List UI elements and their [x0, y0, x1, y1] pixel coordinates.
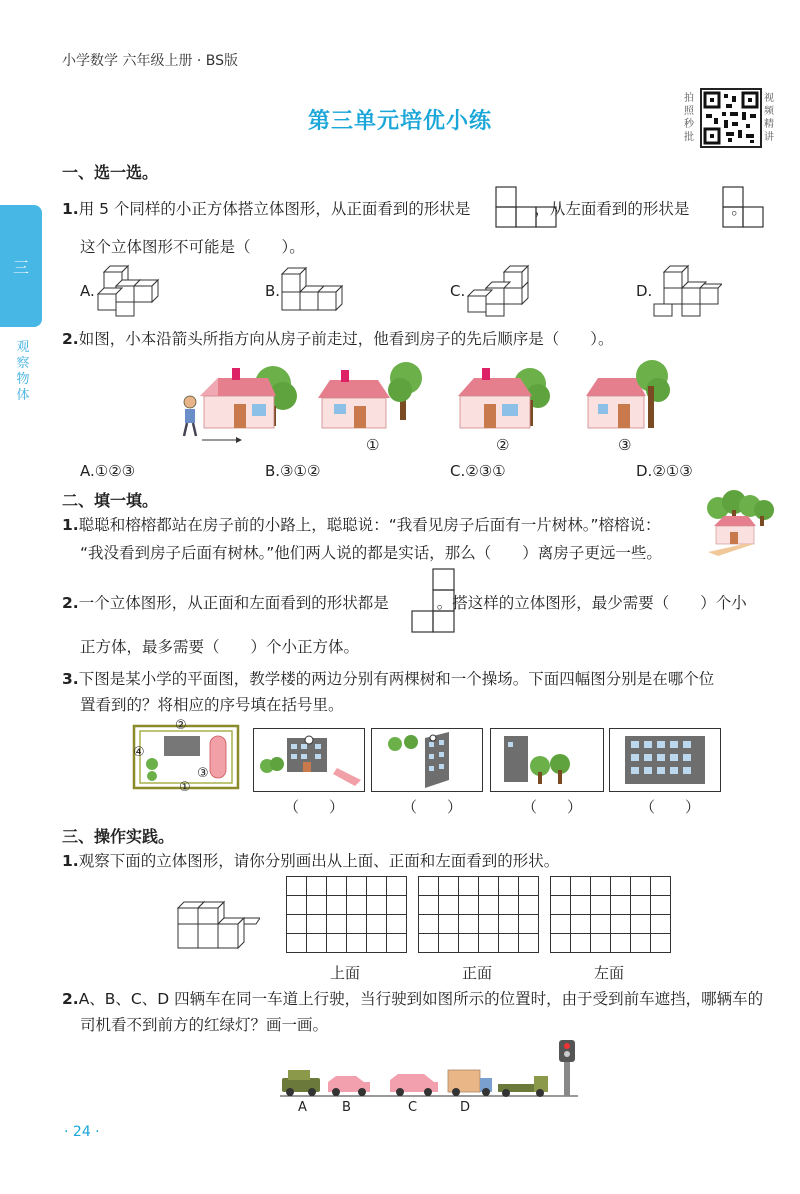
s3-q2-line1	[62, 988, 763, 1010]
s1-q1-option-d[interactable]: D.	[636, 282, 653, 300]
grid-front-view[interactable]	[418, 876, 539, 953]
view-picture-1	[253, 728, 365, 792]
s1-q2-option-c[interactable]: C.②③①	[450, 462, 506, 480]
answer-paren-4[interactable]: （ ）	[640, 798, 701, 816]
view-picture-2	[371, 728, 483, 792]
section-2-heading: 二、填一填。	[62, 491, 159, 510]
houses-illustration	[178, 356, 678, 456]
s1-q1-option-a[interactable]: A.	[80, 282, 95, 300]
s3-q1-line	[62, 850, 559, 872]
map-label-4: ④	[133, 745, 145, 760]
s3-q2-number: 2.	[62, 990, 79, 1008]
page-number-value: 24	[72, 1124, 91, 1140]
s1-q1-line1	[62, 198, 747, 220]
house-label-2: ②	[496, 436, 510, 454]
s2-q2-number: 2.	[62, 594, 79, 612]
s1-q1-line2: 这个立体图形不可能是（ ）。	[80, 238, 305, 256]
s2-q3-text-1: 下图是某小学的平面图，教学楼的两边分别有两棵树和一个操场。下面四幅图分别是在哪个位	[78, 670, 715, 688]
s2-q2-line1	[62, 592, 747, 614]
s2-q3-number: 3.	[62, 670, 79, 688]
s1-q1-option-b[interactable]: B.	[265, 282, 281, 300]
s3-q2-line2: 司机看不到前方的红绿灯？画一画。	[80, 1016, 329, 1034]
car-label-a: A	[298, 1100, 307, 1115]
s1-q2-option-b[interactable]: B.③①②	[265, 462, 321, 480]
qr-left-caption: 拍照秒批	[684, 93, 694, 143]
map-label-2: ②	[175, 718, 187, 733]
s2-q3-line2: 置看到的？将相应的序号填在括号里。	[80, 696, 344, 714]
front-left-view-shape	[411, 568, 457, 634]
s2-q1-number: 1.	[62, 516, 79, 534]
s1-q2-number: 2.	[62, 330, 79, 348]
option-d-cubes	[650, 264, 722, 320]
unit-number: 三	[12, 258, 29, 277]
answer-paren-2[interactable]: （ ）	[402, 798, 463, 816]
car-label-d: D	[460, 1100, 471, 1115]
car-label-b: B	[342, 1100, 351, 1115]
solid-figure-cubes	[176, 900, 260, 952]
s2-q2-text-a: 一个立体图形，从正面和左面看到的形状都是	[78, 594, 389, 612]
house-label-1: ①	[366, 436, 380, 454]
s1-q2-option-d[interactable]: D.②①③	[636, 462, 693, 480]
qr-code-icon[interactable]	[700, 88, 762, 148]
s2-q1-line2: “我没看到房子后面有树林。”他们两人说的都是实话，那么（ ）离房子更远一些。	[80, 544, 662, 562]
s2-q1-line1	[62, 514, 661, 536]
s1-q1-text-c: 。	[731, 200, 747, 218]
s1-q2-option-a[interactable]: A.①②③	[80, 462, 136, 480]
house-forest-illustration	[704, 490, 776, 556]
map-label-1: ①	[179, 780, 191, 795]
s1-q1-text-a: 用 5 个同样的小正方体搭立体图形，从正面看到的形状是	[78, 200, 471, 218]
grid-label-left: 左面	[594, 964, 625, 982]
house-label-3: ③	[618, 436, 632, 454]
page-number: · 24 ·	[64, 1124, 100, 1140]
s1-q1-option-c[interactable]: C.	[450, 282, 466, 300]
s2-q3-line1	[62, 668, 714, 690]
cars-road-illustration	[278, 1038, 582, 1100]
grid-top-view[interactable]	[286, 876, 407, 953]
grid-label-front: 正面	[462, 964, 493, 982]
s3-q1-text: 观察下面的立体图形，请你分别画出从上面、正面和左面看到的形状。	[78, 852, 560, 870]
answer-paren-3[interactable]: （ ）	[522, 798, 583, 816]
s3-q2-text-1: A、B、C、D 四辆车在同一车道上行驶，当行驶到如图所示的位置时，由于受到前车遮挡，哪辆车的	[78, 990, 764, 1008]
s2-q1-text-1: 聪聪和榕榕都站在房子前的小路上，聪聪说：“我看见房子后面有一片树林。”榕榕说：	[78, 516, 661, 534]
grid-label-top: 上面	[330, 964, 361, 982]
map-label-3: ③	[197, 766, 209, 781]
s1-q2-line	[62, 328, 613, 350]
grid-left-view[interactable]	[550, 876, 671, 953]
option-c-cubes	[464, 264, 536, 320]
s1-q2-text: 如图，小本沿箭头所指方向从房子前走过，他看到房子的先后顺序是（ ）。	[78, 330, 614, 348]
car-label-c: C	[408, 1100, 418, 1115]
book-header: 小学数学 六年级上册 · BS版	[62, 53, 239, 69]
page-title: 第三单元培优小练	[307, 109, 492, 134]
answer-paren-1[interactable]: （ ）	[284, 798, 345, 816]
s1-q1-number: 1.	[62, 200, 79, 218]
s2-q2-line2: 正方体，最多需要（ ）个小正方体。	[80, 638, 360, 656]
section-1-heading: 一、选一选。	[62, 163, 159, 182]
s1-q1-text-b: ，从左面看到的形状是	[534, 200, 690, 218]
view-picture-4	[609, 728, 721, 792]
left-view-shape	[722, 186, 766, 228]
s3-q1-number: 1.	[62, 852, 79, 870]
option-a-cubes	[94, 264, 166, 320]
s2-q2-text-b: 。搭这样的立体图形，最少需要（ ）个小	[436, 594, 747, 612]
section-3-heading: 三、操作实践。	[62, 827, 175, 846]
front-view-shape	[495, 186, 561, 228]
option-b-cubes	[278, 264, 350, 320]
view-picture-3	[490, 728, 604, 792]
qr-right-caption: 视频精讲	[764, 93, 774, 143]
chapter-label: 观察物体	[16, 340, 30, 403]
